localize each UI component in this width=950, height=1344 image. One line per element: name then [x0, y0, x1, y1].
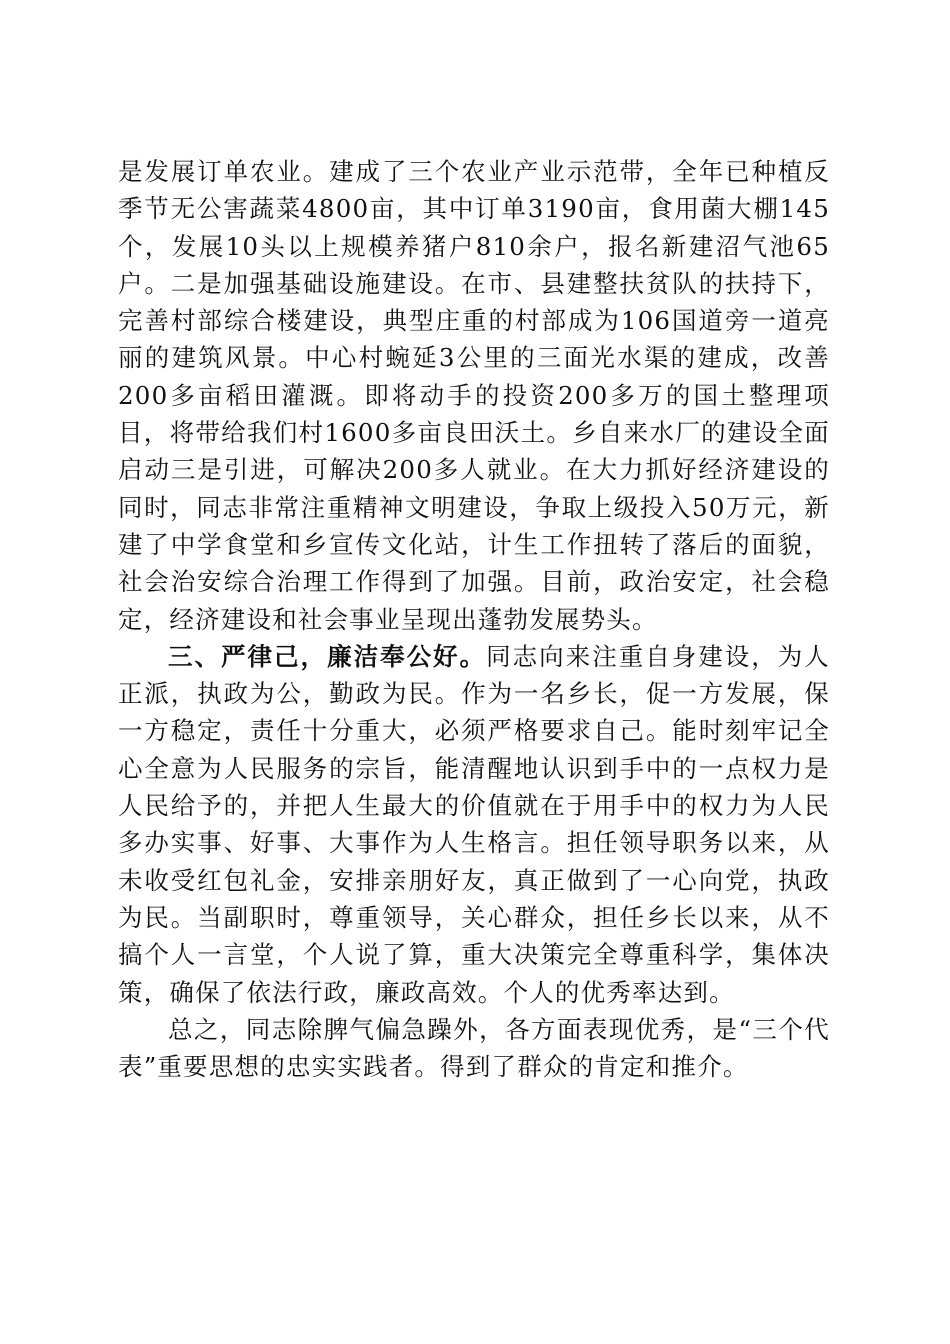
paragraph-integrity — [118, 638, 830, 1011]
paragraph-summary — [118, 1011, 830, 1086]
paragraph-agriculture-infrastructure — [118, 153, 830, 638]
paragraph-text: 同志向来注重自身建设，为人正派，执政为公，勤政为民。作为一名乡长，促一方发展，保一方稳定，责任十分重大，必须严格要求自己。能时刻牢记全心全意为人民服务的宗旨，能清醒地认识到手中的一点权力是人民给予的，并把人生最大的价值就在于用手中的权力为人民多办实事、好事、大事作为人生格言。担任领导职务以来，从未收受红包礼金，安排亲朋好友，真正做到了一心向党，执政为民。当副职时，尊重领导，关心群众，担任乡长以来，从不搞个人一言堂，个人说了算，重大决策完全尊重科学，集体决策，确保了依法行政，廉政高效。个人的优秀率达到。 — [118, 641, 830, 1007]
paragraph-text: 是发展订单农业。建成了三个农业产业示范带，全年已种植反季节无公害蔬菜4800亩，其中订单3190亩，食用菌大棚145个，发展10头以上规模养猪户810余户，报名新建沼气池65户。二是加强基础设施建设。在市、县建整扶贫队的扶持下，完善村部综合楼建设，典型庄重的村部成为106国道旁一道亮丽的建筑风景。中心村蜿延3公里的三面光水渠的建成，改善200多亩稻田灌溉。即将动手的投资200多万的国土整理项目，将带给我们村1600多亩良田沃土。乡自来水厂的建设全面启动三是引进，可解决200多人就业。在大力抓好经济建设的同时，同志非常注重精神文明建设，争取上级投入50万元，新建了中学食堂和乡宣传文化站，计生工作扭转了落后的面貌，社会治安综合治理工作得到了加强。目前，政治安定，社会稳定，经济建设和社会事业呈现出蓬勃发展势头。 — [118, 157, 830, 634]
section-heading-integrity: 三、严律己，廉洁奉公好。 — [168, 641, 487, 671]
paragraph-text: 总之，同志除脾气偏急躁外，各方面表现优秀，是“三个代表”重要思想的忠实实践者。得到了群众的肯定和推介。 — [118, 1014, 830, 1082]
document-body — [118, 153, 830, 1085]
